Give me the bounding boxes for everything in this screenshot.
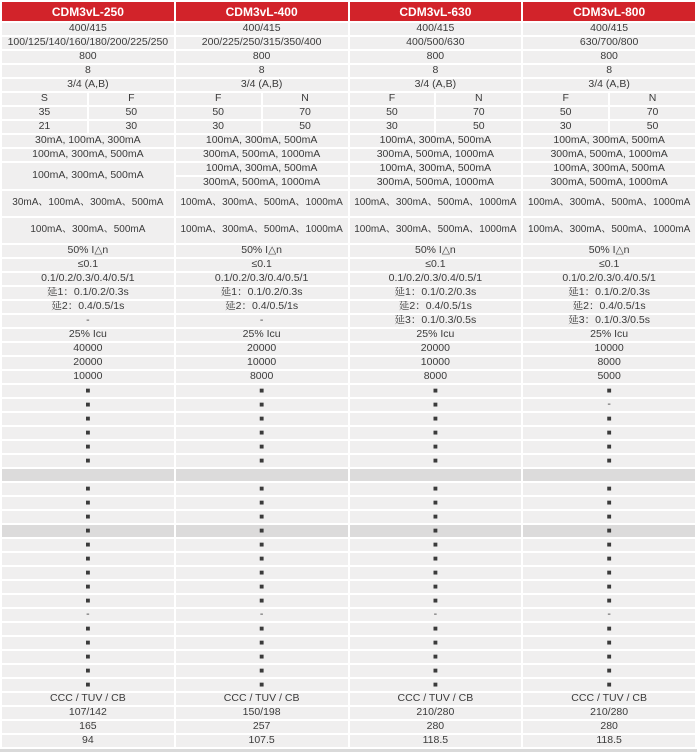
feature-5 bbox=[2, 441, 695, 453]
feature-1-col4: ■ bbox=[523, 385, 695, 397]
feature-19-col2: ■ bbox=[176, 651, 348, 663]
endurance-2-col4: 8000 bbox=[523, 357, 695, 369]
feature-4-col1: ■ bbox=[2, 427, 174, 439]
feature-20-col1: ■ bbox=[2, 665, 174, 677]
operating-time-col1: ≤0.1 bbox=[2, 259, 174, 271]
feature-9-col3: ■ bbox=[350, 511, 522, 523]
feature-12-col3: ■ bbox=[350, 553, 522, 565]
delay-gear-3-col1: - bbox=[2, 315, 174, 327]
insulation-grade-col1: 8 bbox=[2, 65, 174, 77]
feature-1-col1: ■ bbox=[2, 385, 174, 397]
impulse-withstand-voltage bbox=[2, 51, 695, 63]
time-setting-range-col3: 0.1/0.2/0.3/0.4/0.5/1 bbox=[350, 273, 522, 285]
residual-current-4-col4: 300mA, 500mA, 1000mA bbox=[523, 177, 695, 189]
residual-current-5-col4: 100mA、300mA、500mA、1000mA bbox=[523, 191, 695, 216]
feature-14-col4: ■ bbox=[523, 581, 695, 593]
impulse-withstand-voltage-col2: 800 bbox=[176, 51, 348, 63]
column-header-cdm3vl-630: CDM3vL-630 bbox=[350, 2, 522, 21]
rated-voltage-col4: 400/415 bbox=[523, 23, 695, 35]
endurance-1-col2: 20000 bbox=[176, 343, 348, 355]
rated-current-range-col1: 100/125/140/160/180/200/225/250 bbox=[2, 37, 174, 49]
feature-21 bbox=[2, 679, 695, 691]
endurance-3-col4: 5000 bbox=[523, 371, 695, 383]
insulation-grade bbox=[2, 65, 695, 77]
feature-16-col3: - bbox=[350, 609, 522, 621]
ics-rating-col3-b: 50 bbox=[436, 121, 521, 133]
residual-current-2-col3: 300mA, 500mA, 1000mA bbox=[350, 149, 522, 161]
delay-gear-2-col4: 延2：0.4/0.5/1s bbox=[523, 301, 695, 313]
breaking-type-col1-a: S bbox=[2, 93, 87, 105]
poles-col4: 3/4 (A,B) bbox=[523, 79, 695, 91]
feature-2-col2: ■ bbox=[176, 399, 348, 411]
delay-gear-3-col2: - bbox=[176, 315, 348, 327]
feature-21-col4: ■ bbox=[523, 679, 695, 691]
feature-5-col1: ■ bbox=[2, 441, 174, 453]
feature-19-col1: ■ bbox=[2, 651, 174, 663]
residual-current-1-col4: 100mA, 300mA, 500mA bbox=[523, 135, 695, 147]
time-setting-range-col2: 0.1/0.2/0.3/0.4/0.5/1 bbox=[176, 273, 348, 285]
feature-9-col2: ■ bbox=[176, 511, 348, 523]
feature-13 bbox=[2, 567, 695, 579]
poles bbox=[2, 79, 695, 91]
feature-2-col3: ■ bbox=[350, 399, 522, 411]
rated-current-range bbox=[2, 37, 695, 49]
feature-12-col2: ■ bbox=[176, 553, 348, 565]
rated-current-range-col2: 200/225/250/315/350/400 bbox=[176, 37, 348, 49]
endurance-1-col1: 40000 bbox=[2, 343, 174, 355]
feature-6-col4: ■ bbox=[523, 455, 695, 467]
feature-3-col1: ■ bbox=[2, 413, 174, 425]
ics-rating-col4-b: 50 bbox=[610, 121, 695, 133]
endurance-2-col3: 10000 bbox=[350, 357, 522, 369]
feature-20-col2: ■ bbox=[176, 665, 348, 677]
residual-current-3-col3: 100mA, 300mA, 500mA bbox=[350, 163, 522, 175]
feature-14-col2: ■ bbox=[176, 581, 348, 593]
feature-10-col3: ■ bbox=[350, 525, 522, 537]
non-operating-current-col2: 50% I△n bbox=[176, 245, 348, 257]
dimension-2-col2: 257 bbox=[176, 721, 348, 733]
feature-19-col4: ■ bbox=[523, 651, 695, 663]
ics-rating bbox=[2, 121, 695, 133]
feature-12 bbox=[2, 553, 695, 565]
feature-7 bbox=[2, 483, 695, 495]
certifications-col2: CCC / TUV / CB bbox=[176, 693, 348, 705]
operating-time-col3: ≤0.1 bbox=[350, 259, 522, 271]
feature-14 bbox=[2, 581, 695, 593]
feature-7-col2: ■ bbox=[176, 483, 348, 495]
time-setting-range bbox=[2, 273, 695, 285]
delay-gear-1-col1: 延1：0.1/0.2/0.3s bbox=[2, 287, 174, 299]
test-current-col4: 25% Icu bbox=[523, 329, 695, 341]
poles-col3: 3/4 (A,B) bbox=[350, 79, 522, 91]
endurance-2-col2: 10000 bbox=[176, 357, 348, 369]
delay-gear-3-col3: 延3：0.1/0.3/0.5s bbox=[350, 315, 522, 327]
feature-17 bbox=[2, 623, 695, 635]
feature-1-col2: ■ bbox=[176, 385, 348, 397]
feature-4 bbox=[2, 427, 695, 439]
feature-11-col4: ■ bbox=[523, 539, 695, 551]
feature-17-col1: ■ bbox=[2, 623, 174, 635]
poles-col1: 3/4 (A,B) bbox=[2, 79, 174, 91]
icu-rating-col3-b: 70 bbox=[436, 107, 521, 119]
ics-rating-col1-a: 21 bbox=[2, 121, 87, 133]
feature-15-col4: ■ bbox=[523, 595, 695, 607]
feature-4-col4: ■ bbox=[523, 427, 695, 439]
spec-table-body bbox=[2, 23, 695, 747]
dimension-3-col1: 94 bbox=[2, 735, 174, 747]
feature-8-col4: ■ bbox=[523, 497, 695, 509]
feature-11-col1: ■ bbox=[2, 539, 174, 551]
ics-rating-col1-b: 30 bbox=[89, 121, 174, 133]
residual-current-5-col1: 30mA、100mA、300mA、500mA bbox=[2, 191, 174, 216]
impulse-withstand-voltage-col4: 800 bbox=[523, 51, 695, 63]
certifications-col1: CCC / TUV / CB bbox=[2, 693, 174, 705]
rated-voltage-col3: 400/415 bbox=[350, 23, 522, 35]
operating-time-col4: ≤0.1 bbox=[523, 259, 695, 271]
feature-18 bbox=[2, 637, 695, 649]
residual-current-6-col3: 100mA、300mA、500mA、1000mA bbox=[350, 218, 522, 243]
feature-7-col1: ■ bbox=[2, 483, 174, 495]
residual-current-1-col2: 100mA, 300mA, 500mA bbox=[176, 135, 348, 147]
time-setting-range-col1: 0.1/0.2/0.3/0.4/0.5/1 bbox=[2, 273, 174, 285]
residual-current-6 bbox=[2, 218, 695, 243]
feature-11-col2: ■ bbox=[176, 539, 348, 551]
delay-gear-2-col1: 延2：0.4/0.5/1s bbox=[2, 301, 174, 313]
breaking-type-col2-a: F bbox=[176, 93, 261, 105]
rated-voltage bbox=[2, 23, 695, 35]
feature-13-col2: ■ bbox=[176, 567, 348, 579]
feature-17-col2: ■ bbox=[176, 623, 348, 635]
feature-4-col3: ■ bbox=[350, 427, 522, 439]
feature-8-col2: ■ bbox=[176, 497, 348, 509]
feature-6-col2: ■ bbox=[176, 455, 348, 467]
delay-gear-3-col4: 延3：0.1/0.3/0.5s bbox=[523, 315, 695, 327]
certifications-col4: CCC / TUV / CB bbox=[523, 693, 695, 705]
dimension-3 bbox=[2, 735, 695, 747]
residual-current-1 bbox=[2, 135, 695, 147]
feature-1 bbox=[2, 385, 695, 397]
breaking-type-col3-b: N bbox=[436, 93, 521, 105]
feature-2 bbox=[2, 399, 695, 411]
delay-gear-3 bbox=[2, 315, 695, 327]
feature-21-col1: ■ bbox=[2, 679, 174, 691]
feature-12-col4: ■ bbox=[523, 553, 695, 565]
feature-10-col4: ■ bbox=[523, 525, 695, 537]
feature-8-col3: ■ bbox=[350, 497, 522, 509]
impulse-withstand-voltage-col3: 800 bbox=[350, 51, 522, 63]
feature-11 bbox=[2, 539, 695, 551]
residual-current-2-col4: 300mA, 500mA, 1000mA bbox=[523, 149, 695, 161]
breaking-type-col2-b: N bbox=[263, 93, 348, 105]
certifications bbox=[2, 693, 695, 705]
feature-15-col1: ■ bbox=[2, 595, 174, 607]
feature-5-col3: ■ bbox=[350, 441, 522, 453]
feature-8 bbox=[2, 497, 695, 509]
endurance-3 bbox=[2, 371, 695, 383]
feature-20-col3: ■ bbox=[350, 665, 522, 677]
residual-current-4-col3: 300mA, 500mA, 1000mA bbox=[350, 177, 522, 189]
separator-row-col2 bbox=[176, 469, 348, 481]
dimension-2 bbox=[2, 721, 695, 733]
ics-rating-col4-a: 30 bbox=[523, 121, 608, 133]
feature-14-col1: ■ bbox=[2, 581, 174, 593]
feature-16-col4: - bbox=[523, 609, 695, 621]
feature-14-col3: ■ bbox=[350, 581, 522, 593]
residual-current-2-col2: 300mA, 500mA, 1000mA bbox=[176, 149, 348, 161]
feature-16 bbox=[2, 609, 695, 621]
endurance-3-col1: 10000 bbox=[2, 371, 174, 383]
feature-2-col1: ■ bbox=[2, 399, 174, 411]
icu-rating-col2-a: 50 bbox=[176, 107, 261, 119]
feature-12-col1: ■ bbox=[2, 553, 174, 565]
breaking-type-col4-a: F bbox=[523, 93, 608, 105]
rated-voltage-col2: 400/415 bbox=[176, 23, 348, 35]
non-operating-current bbox=[2, 245, 695, 257]
separator-row-col1 bbox=[2, 469, 174, 481]
separator-row-col4 bbox=[523, 469, 695, 481]
impulse-withstand-voltage-col1: 800 bbox=[2, 51, 174, 63]
dimension-1-col1: 107/142 bbox=[2, 707, 174, 719]
residual-current-1-col1: 30mA, 100mA, 300mA bbox=[2, 135, 174, 147]
residual-current-3-col4: 100mA, 300mA, 500mA bbox=[523, 163, 695, 175]
feature-13-col1: ■ bbox=[2, 567, 174, 579]
delay-gear-1-col4: 延1：0.1/0.2/0.3s bbox=[523, 287, 695, 299]
dimension-3-col2: 107.5 bbox=[176, 735, 348, 747]
delay-gear-1-col2: 延1：0.1/0.2/0.3s bbox=[176, 287, 348, 299]
dimension-3-col3: 118.5 bbox=[350, 735, 522, 747]
feature-8-col1: ■ bbox=[2, 497, 174, 509]
icu-rating-col2-b: 70 bbox=[263, 107, 348, 119]
feature-5-col4: ■ bbox=[523, 441, 695, 453]
residual-current-2 bbox=[2, 149, 695, 161]
feature-15-col2: ■ bbox=[176, 595, 348, 607]
feature-6 bbox=[2, 455, 695, 467]
feature-20-col4: ■ bbox=[523, 665, 695, 677]
rated-voltage-col1: 400/415 bbox=[2, 23, 174, 35]
separator-row bbox=[2, 469, 695, 481]
feature-9 bbox=[2, 511, 695, 523]
feature-10-col1: ■ bbox=[2, 525, 174, 537]
rated-current-range-col4: 630/700/800 bbox=[523, 37, 695, 49]
endurance-1-col4: 10000 bbox=[523, 343, 695, 355]
feature-21-col3: ■ bbox=[350, 679, 522, 691]
feature-15-col3: ■ bbox=[350, 595, 522, 607]
time-setting-range-col4: 0.1/0.2/0.3/0.4/0.5/1 bbox=[523, 273, 695, 285]
column-header-cdm3vl-400: CDM3vL-400 bbox=[176, 2, 348, 21]
residual-current-6-col2: 100mA、300mA、500mA、1000mA bbox=[176, 218, 348, 243]
feature-16-col1: - bbox=[2, 609, 174, 621]
endurance-1 bbox=[2, 343, 695, 355]
dimension-1-col2: 150/198 bbox=[176, 707, 348, 719]
feature-15 bbox=[2, 595, 695, 607]
icu-rating-col4-b: 70 bbox=[610, 107, 695, 119]
feature-3 bbox=[2, 413, 695, 425]
feature-9-col1: ■ bbox=[2, 511, 174, 523]
feature-20 bbox=[2, 665, 695, 677]
dimension-2-col3: 280 bbox=[350, 721, 522, 733]
delay-gear-1-col3: 延1：0.1/0.2/0.3s bbox=[350, 287, 522, 299]
icu-rating bbox=[2, 107, 695, 119]
non-operating-current-col4: 50% I△n bbox=[523, 245, 695, 257]
column-header-cdm3vl-800: CDM3vL-800 bbox=[523, 2, 695, 21]
insulation-grade-col2: 8 bbox=[176, 65, 348, 77]
delay-gear-2-col3: 延2：0.4/0.5/1s bbox=[350, 301, 522, 313]
delay-gear-2-col2: 延2：0.4/0.5/1s bbox=[176, 301, 348, 313]
test-current-col1: 25% Icu bbox=[2, 329, 174, 341]
feature-7-col3: ■ bbox=[350, 483, 522, 495]
operating-time bbox=[2, 259, 695, 271]
residual-current-3 bbox=[2, 163, 695, 175]
feature-4-col2: ■ bbox=[176, 427, 348, 439]
dimension-2-col1: 165 bbox=[2, 721, 174, 733]
feature-7-col4: ■ bbox=[523, 483, 695, 495]
dimension-1-col4: 210/280 bbox=[523, 707, 695, 719]
feature-3-col4: ■ bbox=[523, 413, 695, 425]
certifications-col3: CCC / TUV / CB bbox=[350, 693, 522, 705]
feature-21-col2: ■ bbox=[176, 679, 348, 691]
feature-16-col2: - bbox=[176, 609, 348, 621]
dimension-1 bbox=[2, 707, 695, 719]
breaking-type-col3-a: F bbox=[350, 93, 435, 105]
test-current-col2: 25% Icu bbox=[176, 329, 348, 341]
column-header-cdm3vl-250: CDM3vL-250 bbox=[2, 2, 174, 21]
ics-rating-col2-a: 30 bbox=[176, 121, 261, 133]
endurance-2-col1: 20000 bbox=[2, 357, 174, 369]
feature-6-col1: ■ bbox=[2, 455, 174, 467]
icu-rating-col1-a: 35 bbox=[2, 107, 87, 119]
ics-rating-col3-a: 30 bbox=[350, 121, 435, 133]
residual-current-6-col4: 100mA、300mA、500mA、1000mA bbox=[523, 218, 695, 243]
icu-rating-col3-a: 50 bbox=[350, 107, 435, 119]
feature-13-col4: ■ bbox=[523, 567, 695, 579]
operating-time-col2: ≤0.1 bbox=[176, 259, 348, 271]
non-operating-current-col3: 50% I△n bbox=[350, 245, 522, 257]
feature-10-col2: ■ bbox=[176, 525, 348, 537]
insulation-grade-col4: 8 bbox=[523, 65, 695, 77]
residual-current-5 bbox=[2, 191, 695, 216]
endurance-3-col3: 8000 bbox=[350, 371, 522, 383]
feature-3-col3: ■ bbox=[350, 413, 522, 425]
header-row bbox=[2, 2, 695, 21]
feature-19 bbox=[2, 651, 695, 663]
endurance-2 bbox=[2, 357, 695, 369]
poles-col2: 3/4 (A,B) bbox=[176, 79, 348, 91]
non-operating-current-col1: 50% I△n bbox=[2, 245, 174, 257]
test-current-col3: 25% Icu bbox=[350, 329, 522, 341]
feature-9-col4: ■ bbox=[523, 511, 695, 523]
delay-gear-2 bbox=[2, 301, 695, 313]
endurance-1-col3: 20000 bbox=[350, 343, 522, 355]
feature-5-col2: ■ bbox=[176, 441, 348, 453]
feature-18-col2: ■ bbox=[176, 637, 348, 649]
residual-current-3-col1: 100mA, 300mA, 500mA bbox=[2, 163, 174, 189]
endurance-3-col2: 8000 bbox=[176, 371, 348, 383]
insulation-grade-col3: 8 bbox=[350, 65, 522, 77]
feature-6-col3: ■ bbox=[350, 455, 522, 467]
residual-current-6-col1: 100mA、300mA、500mA bbox=[2, 218, 174, 243]
feature-18-col4: ■ bbox=[523, 637, 695, 649]
feature-18-col3: ■ bbox=[350, 637, 522, 649]
delay-gear-1 bbox=[2, 287, 695, 299]
feature-3-col2: ■ bbox=[176, 413, 348, 425]
feature-19-col3: ■ bbox=[350, 651, 522, 663]
feature-17-col4: ■ bbox=[523, 623, 695, 635]
feature-1-col3: ■ bbox=[350, 385, 522, 397]
residual-current-4-col2: 300mA, 500mA, 1000mA bbox=[176, 177, 348, 189]
residual-current-5-col3: 100mA、300mA、500mA、1000mA bbox=[350, 191, 522, 216]
icu-rating-col4-a: 50 bbox=[523, 107, 608, 119]
feature-10 bbox=[2, 525, 695, 537]
feature-11-col3: ■ bbox=[350, 539, 522, 551]
residual-current-1-col3: 100mA, 300mA, 500mA bbox=[350, 135, 522, 147]
ics-rating-col2-b: 50 bbox=[263, 121, 348, 133]
breaking-type-col4-b: N bbox=[610, 93, 695, 105]
breaking-type-col1-b: F bbox=[89, 93, 174, 105]
residual-current-5-col2: 100mA、300mA、500mA、1000mA bbox=[176, 191, 348, 216]
feature-13-col3: ■ bbox=[350, 567, 522, 579]
breaking-type bbox=[2, 93, 695, 105]
dimension-3-col4: 118.5 bbox=[523, 735, 695, 747]
residual-current-3-col2: 100mA, 300mA, 500mA bbox=[176, 163, 348, 175]
rated-current-range-col3: 400/500/630 bbox=[350, 37, 522, 49]
feature-17-col3: ■ bbox=[350, 623, 522, 635]
feature-18-col1: ■ bbox=[2, 637, 174, 649]
dimension-2-col4: 280 bbox=[523, 721, 695, 733]
residual-current-2-col1: 100mA, 300mA, 500mA bbox=[2, 149, 174, 161]
icu-rating-col1-b: 50 bbox=[89, 107, 174, 119]
separator-row-col3 bbox=[350, 469, 522, 481]
test-current bbox=[2, 329, 695, 341]
feature-2-col4: - bbox=[523, 399, 695, 411]
dimension-1-col3: 210/280 bbox=[350, 707, 522, 719]
